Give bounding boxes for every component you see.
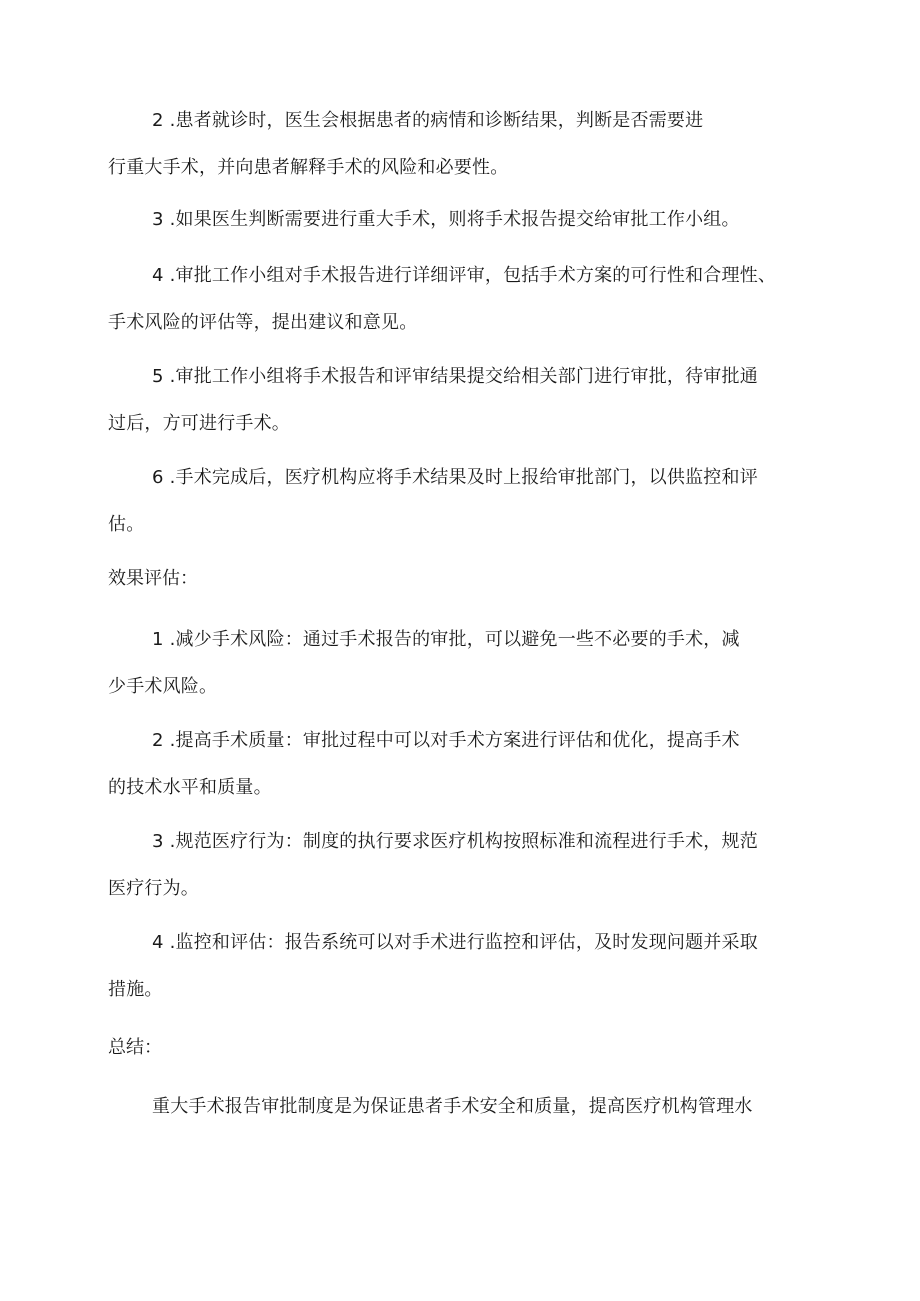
step-text-continued: 估。 [108, 514, 145, 535]
effect-number: 4 [152, 932, 164, 953]
step-text-continued: 手术风险的评估等，提出建议和意见。 [108, 312, 418, 333]
step-number: 2 [152, 110, 164, 131]
step-text: .审批工作小组对手术报告进行详细评审，包括手术方案的可行性和合理性、 [169, 265, 777, 286]
effect-heading: 效果评估： [108, 568, 198, 589]
step-text: .手术完成后，医疗机构应将手术结果及时上报给审批部门，以供监控和评 [169, 467, 758, 488]
step-number: 5 [152, 366, 164, 387]
effect-number: 2 [152, 730, 164, 751]
effect-text-continued: 措施。 [108, 979, 163, 1000]
summary-paragraph [108, 1083, 828, 1130]
summary-text: 重大手术报告审批制度是为保证患者手术安全和质量，提高医疗机构管理水 [152, 1096, 753, 1117]
step-paragraph-5 [108, 353, 828, 447]
step-text: .患者就诊时，医生会根据患者的病情和诊断结果，判断是否需要进 [169, 110, 704, 131]
step-number: 3 [152, 209, 164, 230]
effect-text: .提高手术质量：审批过程中可以对手术方案进行评估和优化，提高手术 [169, 730, 740, 751]
effect-text-continued: 的技术水平和质量。 [108, 777, 272, 798]
effect-text-continued: 医疗行为。 [108, 878, 199, 899]
step-text: .如果医生判断需要进行重大手术，则将手术报告提交给审批工作小组。 [169, 209, 740, 230]
effect-paragraph-1 [108, 616, 828, 710]
step-paragraph-2 [108, 97, 828, 191]
step-text-continued: 过后，方可进行手术。 [108, 413, 290, 434]
step-paragraph-3 [108, 196, 828, 243]
effect-text: .监控和评估：报告系统可以对手术进行监控和评估，及时发现问题并采取 [169, 932, 758, 953]
effect-paragraph-4 [108, 919, 828, 1013]
step-text: .审批工作小组将手术报告和评审结果提交给相关部门进行审批，待审批通 [169, 366, 758, 387]
step-paragraph-6 [108, 454, 828, 548]
effect-text: .规范医疗行为：制度的执行要求医疗机构按照标准和流程进行手术，规范 [169, 831, 758, 852]
step-text-continued: 行重大手术，并向患者解释手术的风险和必要性。 [108, 157, 509, 178]
step-number: 4 [152, 265, 164, 286]
effect-paragraph-2 [108, 717, 828, 811]
effect-number: 1 [152, 629, 164, 650]
step-number: 6 [152, 467, 164, 488]
effect-text-continued: 少手术风险。 [108, 676, 218, 697]
effect-paragraph-3 [108, 818, 828, 912]
effect-text: .减少手术风险：通过手术报告的审批，可以避免一些不必要的手术，减 [169, 629, 740, 650]
effect-number: 3 [152, 831, 164, 852]
summary-heading: 总结： [108, 1037, 162, 1058]
step-paragraph-4 [108, 252, 828, 346]
